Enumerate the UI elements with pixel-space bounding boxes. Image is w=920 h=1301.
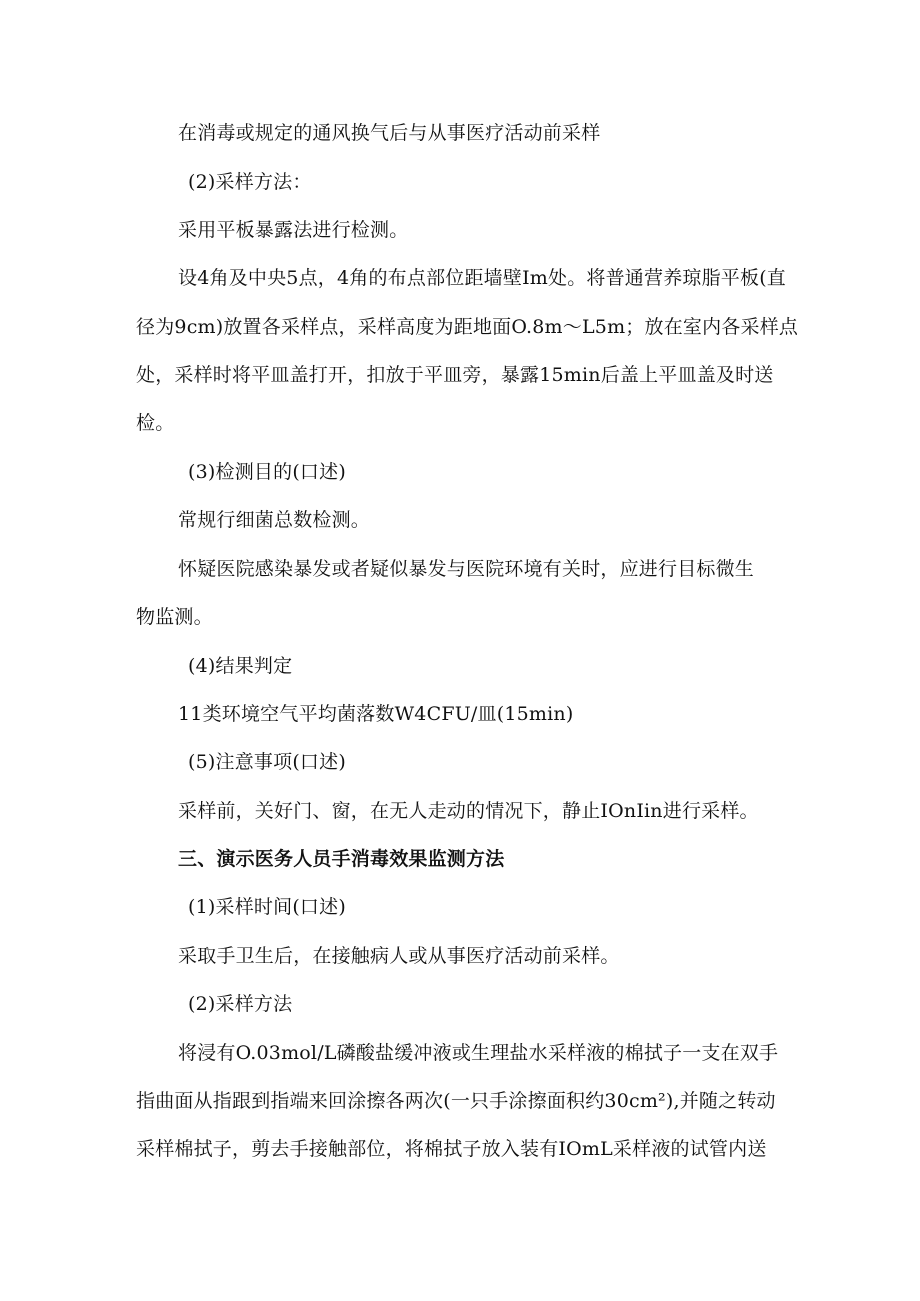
paragraph-sampling-points-line-1: 设4角及中央5点，4角的布点部位距墙壁Im处。将普通营养琼脂平板(直 — [178, 267, 787, 289]
subheading-precautions: (5)注意事项(口述) — [188, 751, 346, 773]
paragraph-precautions: 采样前，关好门、窗，在无人走动的情况下，静止IOnIin进行采样。 — [178, 800, 759, 822]
paragraph-swab-line-1: 将浸有O.03mol∕L磷酸盐缓冲液或生理盐水采样液的棉拭子一支在双手 — [178, 1042, 779, 1064]
paragraph-colony-standard: 11类环境空气平均菌落数W4CFU/皿(15min) — [178, 703, 574, 725]
subheading-sampling-method-2: (2)采样方法 — [188, 993, 293, 1015]
paragraph-hand-hygiene-timing: 采取手卫生后，在接触病人或从事医疗活动前采样。 — [178, 945, 620, 967]
subheading-sampling-method: (2)采样方法： — [188, 171, 312, 193]
paragraph-swab-line-3: 采样棉拭子，剪去手接触部位，将棉拭子放入装有IOmL采样液的试管内送 — [136, 1138, 767, 1160]
paragraph-sampling-points-line-3: 处，采样时将平皿盖打开，扣放于平皿旁，暴露15min后盖上平皿盖及时送 — [136, 364, 774, 386]
subheading-result-judgment: (4)结果判定 — [188, 655, 293, 677]
paragraph-outbreak-line-1: 怀疑医院感染暴发或者疑似暴发与医院环境有关时，应进行目标微生 — [178, 558, 755, 580]
paragraph-swab-line-2: 指曲面从指跟到指端来回涂擦各两次(一只手涂擦面积约30cm²),并随之转动 — [136, 1090, 776, 1112]
paragraph-outbreak-line-2: 物监测。 — [136, 606, 213, 628]
paragraph-routine-detection: 常规行细菌总数检测。 — [178, 509, 371, 531]
paragraph-sampling-timing: 在消毒或规定的通风换气后与从事医疗活动前采样 — [178, 122, 601, 144]
paragraph-plate-exposure: 采用平板暴露法进行检测。 — [178, 219, 409, 241]
paragraph-sampling-points-line-4: 检。 — [136, 412, 175, 434]
section-heading-hand-disinfection: 三、演示医务人员手消毒效果监测方法 — [178, 848, 505, 870]
paragraph-sampling-points-line-2: 径为9cm)放置各采样点，采样高度为距地面O.8m〜L5m；放在室内各采样点 — [136, 316, 799, 338]
subheading-detection-purpose: (3)检测目的(口述) — [188, 461, 346, 483]
subheading-sampling-time: (1)采样时间(口述) — [188, 896, 346, 918]
